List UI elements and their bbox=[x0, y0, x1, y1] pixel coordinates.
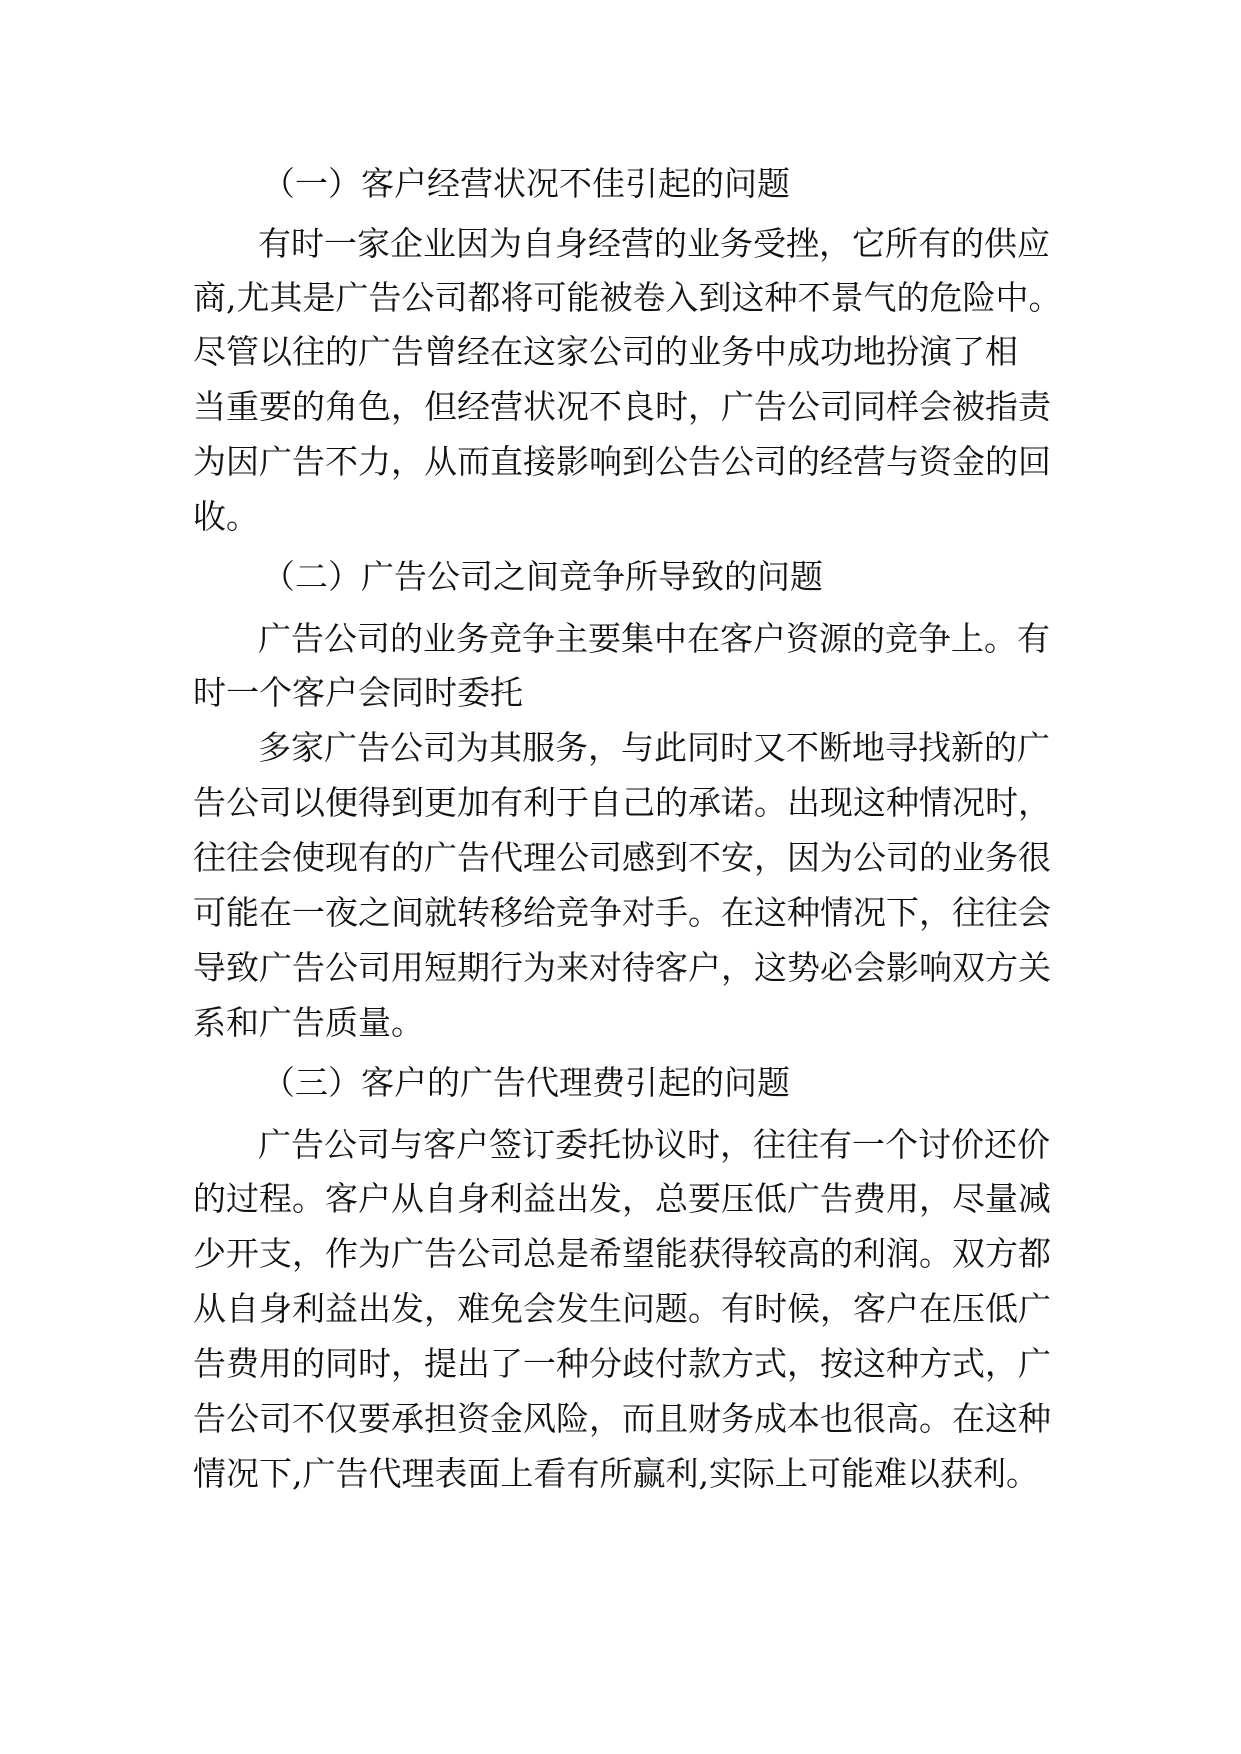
paragraph-line: 告费用的同时，提出了一种分歧付款方式，按这种方式，广 bbox=[193, 1344, 1051, 1383]
paragraph-line: 广告公司与客户签订委托协议时，往往有一个讨价还价 bbox=[258, 1125, 1050, 1164]
paragraph-line: 为因广告不力，从而直接影响到公告公司的经营与资金的回 bbox=[193, 442, 1051, 481]
paragraph-line: 导致广告公司用短期行为来对待客户，这势必会影响双方关 bbox=[193, 948, 1051, 987]
paragraph-line: 系和广告质量。 bbox=[193, 1003, 424, 1042]
paragraph-line: 可能在一夜之间就转移给竞争对手。在这种情况下，往往会 bbox=[193, 893, 1051, 932]
paragraph-line: 少开支，作为广告公司总是希望能获得较高的利润。双方都 bbox=[193, 1234, 1051, 1273]
paragraph-line: 广告公司的业务竞争主要集中在客户资源的竞争上。有 bbox=[258, 619, 1050, 658]
paragraph-line: 时一个客户会同时委托 bbox=[193, 673, 523, 712]
paragraph-line: 收。 bbox=[193, 497, 259, 536]
paragraph-line: 尽管以往的广告曾经在这家公司的业务中成功地扮演了相 bbox=[193, 332, 1018, 371]
paragraph-line: 商,尤其是广告公司都将可能被卷入到这种不景气的危险中。 bbox=[193, 278, 1062, 317]
paragraph-line: 往往会使现有的广告代理公司感到不安，因为公司的业务很 bbox=[193, 838, 1051, 877]
paragraph-line: 有时一家企业因为自身经营的业务受挫，它所有的供应 bbox=[258, 224, 1050, 263]
paragraph-line: 告公司以便得到更加有利于自己的承诺。出现这种情况时， bbox=[193, 783, 1051, 822]
section-heading-3: （三）客户的广告代理费引起的问题 bbox=[262, 1063, 790, 1102]
section-heading-1: （一）客户经营状况不佳引起的问题 bbox=[262, 164, 790, 203]
paragraph-line: 当重要的角色，但经营状况不良时，广告公司同样会被指责 bbox=[193, 387, 1051, 426]
paragraph-line: 告公司不仅要承担资金风险，而且财务成本也很高。在这种 bbox=[193, 1399, 1051, 1438]
section-heading-2: （二）广告公司之间竞争所导致的问题 bbox=[262, 557, 823, 596]
paragraph-line: 情况下,广告代理表面上看有所赢利,实际上可能难以获利。 bbox=[193, 1454, 1039, 1493]
paragraph-line: 从自身利益出发，难免会发生问题。有时候，客户在压低广 bbox=[193, 1289, 1051, 1328]
paragraph-line: 的过程。客户从自身利益出发，总要压低广告费用，尽量减 bbox=[193, 1179, 1051, 1218]
paragraph-line: 多家广告公司为其服务，与此同时又不断地寻找新的广 bbox=[258, 728, 1050, 767]
